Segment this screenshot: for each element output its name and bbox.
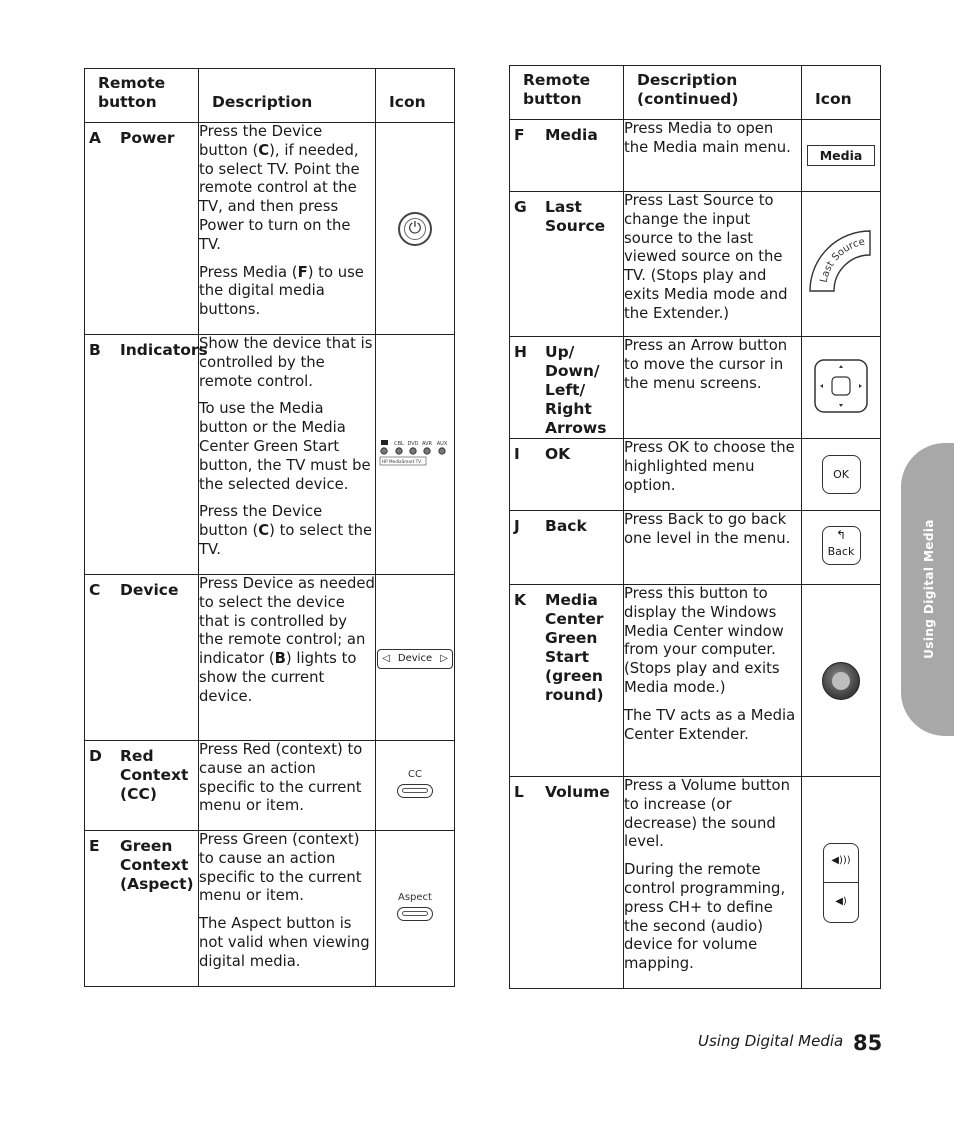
table-row	[510, 192, 881, 337]
table-row	[85, 741, 455, 831]
side-tab-label: Using Digital Media	[922, 519, 936, 659]
description-cell	[199, 123, 376, 335]
button-cell	[85, 575, 199, 741]
icon-wrap	[802, 526, 880, 569]
description-text: Press a Volume button to increase (or decrease) the sound level.	[624, 777, 790, 851]
table-row	[510, 439, 881, 511]
aspect-button-icon	[397, 907, 433, 921]
header-description: Description	[199, 69, 376, 123]
icon-cell	[376, 741, 455, 831]
button-cell	[85, 123, 199, 335]
description-cell	[624, 120, 802, 192]
indicator-light	[381, 447, 387, 453]
description-text: Press Media to open the Media main menu.	[624, 120, 791, 156]
description-paragraph	[199, 575, 375, 707]
back-button-icon	[822, 526, 861, 565]
table-row	[510, 120, 881, 192]
button-name: Up/ Down/ Left/ Right Arrows	[545, 343, 607, 437]
description-text: During the remote control programming, press CH+ to define the second (audio) device for volume mapping.	[624, 861, 786, 973]
down-arrow-icon	[839, 404, 843, 407]
indicator-light	[410, 447, 416, 453]
description-cell	[624, 777, 802, 989]
header-remote-button: Remote button	[510, 66, 624, 120]
windows-start-button-icon	[822, 662, 860, 700]
description-text: The TV acts as a Media Center Extender.	[624, 706, 796, 743]
last-source-text: Last Source	[818, 236, 866, 284]
button-name: Volume	[545, 783, 610, 801]
description-text: Press Media (	[199, 263, 298, 281]
volume-up-icon: ◀)))	[831, 854, 851, 866]
button-key	[510, 445, 623, 464]
description-text: ) to select the TV.	[199, 522, 373, 558]
button-letter: D	[89, 747, 102, 765]
button-name: Device	[120, 581, 179, 599]
button-cell	[510, 511, 624, 585]
icon-wrap	[802, 358, 880, 418]
icon-wrap	[376, 212, 454, 246]
reference-letter: B	[274, 650, 286, 668]
right-remote-table	[509, 65, 881, 989]
icon-cell	[376, 123, 455, 335]
description-cell	[624, 439, 802, 511]
button-letter: H	[514, 343, 527, 361]
button-cell	[510, 777, 624, 989]
description-text: Press Red (context) to cause an action specific to the current menu or item.	[199, 741, 363, 815]
indicator-light	[439, 447, 445, 453]
icon-cell	[802, 511, 881, 585]
button-key	[510, 517, 623, 536]
footer-section-title: Using Digital Media	[698, 1032, 844, 1050]
button-letter: J	[514, 517, 520, 535]
button-key	[85, 747, 198, 804]
indicator-label: DVD	[407, 440, 419, 447]
description-paragraph	[624, 585, 801, 698]
indicator-lights-icon	[379, 438, 451, 468]
description-text: Press the Device button (	[199, 503, 323, 540]
button-name: OK	[545, 445, 571, 463]
ok-button-icon: OK	[822, 455, 861, 494]
description-text: ) lights to show the current device.	[199, 650, 357, 705]
icon-cell	[376, 335, 455, 575]
button-name: Back	[545, 517, 587, 535]
last-source-button-icon	[808, 229, 874, 295]
header-icon: Icon	[802, 66, 881, 120]
button-key	[510, 126, 623, 145]
button-letter: L	[514, 783, 524, 801]
button-name: Last Source	[545, 198, 606, 235]
button-letter: K	[514, 591, 527, 609]
button-name: Media Center Green Start (green round)	[545, 591, 604, 704]
cc-label: CC	[408, 769, 422, 780]
button-key	[85, 129, 198, 148]
description-cell	[624, 585, 802, 777]
table-row	[85, 831, 455, 987]
arrow-pad-icon	[813, 358, 869, 414]
button-cell	[85, 335, 208, 575]
button-cell	[510, 585, 624, 777]
button-key	[510, 343, 623, 438]
table-row	[510, 585, 881, 777]
description-text: Press Last Source to change the input source to the last viewed source on the TV. (Stops play and exits Media mode and the Extender.)	[624, 192, 788, 322]
left-triangle-icon: ◁	[382, 653, 390, 665]
indicator-light	[424, 447, 430, 453]
table-row	[85, 123, 455, 335]
button-key	[510, 198, 623, 236]
power-button-icon	[398, 212, 432, 246]
description-text: The Aspect button is not valid when viewing digital media.	[199, 915, 370, 970]
button-cell	[510, 192, 624, 337]
left-remote-table	[84, 68, 455, 987]
description-text: To use the Media button or the Media Center Green Start button, the TV must be the selected device.	[199, 400, 371, 493]
button-name: Media	[545, 126, 598, 144]
table-row	[510, 337, 881, 439]
icon-cell	[802, 777, 881, 989]
button-key	[510, 591, 623, 705]
icon-cell	[376, 575, 455, 741]
button-letter: A	[89, 129, 101, 147]
description-cell	[199, 831, 376, 987]
description-text: Press OK to choose the highlighted menu option.	[624, 439, 795, 494]
description-cell	[199, 575, 376, 741]
table-header-row	[510, 66, 881, 120]
button-letter: E	[89, 837, 100, 855]
description-cell	[199, 741, 376, 831]
icon-wrap	[802, 145, 880, 166]
description-paragraph	[624, 511, 801, 549]
table-row	[510, 511, 881, 585]
icon-wrap	[802, 662, 880, 700]
button-name: Green Context (Aspect)	[120, 837, 194, 893]
description-paragraph	[199, 503, 375, 559]
description-paragraph	[624, 861, 801, 974]
icon-wrap	[376, 438, 454, 472]
pad-center	[832, 377, 850, 395]
description-text: Press this button to display the Windows Media Center window from your computer. (Stops play and exits Media mode.)	[624, 585, 784, 696]
icon-cell	[802, 337, 881, 439]
indicator-label: AVR	[422, 440, 432, 447]
aspect-label: Aspect	[398, 892, 432, 903]
description-text: Press an Arrow button to move the cursor in the menu screens.	[624, 337, 788, 392]
last-source-label	[819, 237, 866, 284]
description-text: Press Device as needed to select the device that is controlled by the remote control; an indicator (	[199, 575, 375, 668]
description-paragraph	[199, 831, 375, 906]
button-letter: C	[89, 581, 101, 599]
table-row	[85, 575, 455, 741]
description-paragraph	[199, 335, 375, 391]
button-cell	[85, 741, 199, 831]
description-paragraph	[199, 741, 375, 816]
button-letter: G	[514, 198, 527, 216]
button-name: Indicators	[120, 341, 208, 359]
device-icon-label: Device	[397, 653, 433, 665]
description-paragraph	[624, 439, 801, 495]
description-text: Show the device that is controlled by the remote control.	[199, 335, 373, 390]
button-letter: B	[89, 341, 101, 359]
button-name: Red Context (CC)	[120, 747, 189, 803]
icon-wrap	[802, 229, 880, 299]
description-paragraph	[624, 120, 801, 158]
description-paragraph	[199, 264, 375, 320]
button-key	[85, 341, 208, 360]
icon-wrap	[376, 892, 454, 925]
section-side-tab	[901, 443, 954, 736]
icon-cell	[802, 192, 881, 337]
description-text: Press Green (context) to cause an action specific to the current menu or item.	[199, 831, 362, 905]
left-arrow-icon	[820, 384, 823, 388]
description-cell	[199, 335, 376, 575]
button-letter: I	[514, 445, 520, 463]
button-key	[510, 783, 623, 802]
description-paragraph	[199, 915, 375, 971]
icon-wrap	[802, 455, 880, 494]
volume-down-icon: ◀)	[835, 895, 847, 907]
table-header-row	[85, 69, 455, 123]
description-paragraph	[624, 777, 801, 852]
description-text: Press Back to go back one level in the menu.	[624, 511, 791, 547]
up-arrow-icon	[839, 365, 843, 368]
divider	[824, 882, 858, 883]
description-paragraph	[624, 192, 801, 324]
icon-cell	[802, 120, 881, 192]
icon-cell	[802, 439, 881, 511]
icon-wrap	[376, 769, 454, 802]
right-arrow-icon	[859, 384, 862, 388]
page-number: 85	[853, 1031, 883, 1055]
description-cell	[624, 192, 802, 337]
button-cell	[85, 831, 199, 987]
back-arrow-glyph: ↰	[835, 528, 847, 542]
button-key	[85, 837, 198, 894]
description-text: ) to use the digital media buttons.	[199, 263, 364, 319]
volume-buttons-icon	[823, 843, 859, 923]
description-text: ), if needed, to select TV. Point the remote control at the TV, and then press Power to turn on the TV.	[199, 141, 360, 253]
icon-wrap	[802, 843, 880, 923]
header-description: Description (continued)	[624, 66, 802, 120]
tv-symbol	[381, 440, 388, 445]
button-name: Power	[120, 129, 175, 147]
icon-cell	[802, 585, 881, 777]
table-row	[85, 335, 455, 575]
description-text: Press the Device button (	[199, 123, 323, 159]
button-cell	[510, 439, 624, 511]
icon-cell	[376, 831, 455, 987]
back-label: Back	[827, 545, 855, 558]
button-cell	[510, 120, 624, 192]
indicator-caption: HP MediaSmart TV	[382, 458, 422, 464]
button-cell	[510, 337, 624, 439]
table-row	[510, 777, 881, 989]
indicator-light	[396, 447, 402, 453]
header-remote-button: Remote button	[85, 69, 199, 123]
description-cell	[624, 511, 802, 585]
reference-letter: C	[258, 141, 270, 159]
description-cell	[624, 337, 802, 439]
description-paragraph	[624, 707, 801, 745]
button-key	[85, 581, 198, 600]
reference-letter: F	[297, 263, 308, 281]
header-icon: Icon	[376, 69, 455, 123]
indicator-label: AUX	[436, 440, 448, 447]
button-letter: F	[514, 126, 525, 144]
device-button-icon	[377, 649, 453, 669]
description-paragraph	[199, 400, 375, 494]
indicator-label: CBL	[394, 440, 404, 447]
cc-button-icon	[397, 784, 433, 798]
description-paragraph	[199, 123, 375, 255]
media-button-icon: Media	[807, 145, 876, 166]
power-symbol-glyph: ⏻	[408, 217, 422, 237]
reference-letter: C	[258, 522, 270, 540]
right-triangle-icon: ▷	[440, 653, 448, 665]
description-paragraph	[624, 337, 801, 393]
icon-wrap	[376, 646, 454, 669]
